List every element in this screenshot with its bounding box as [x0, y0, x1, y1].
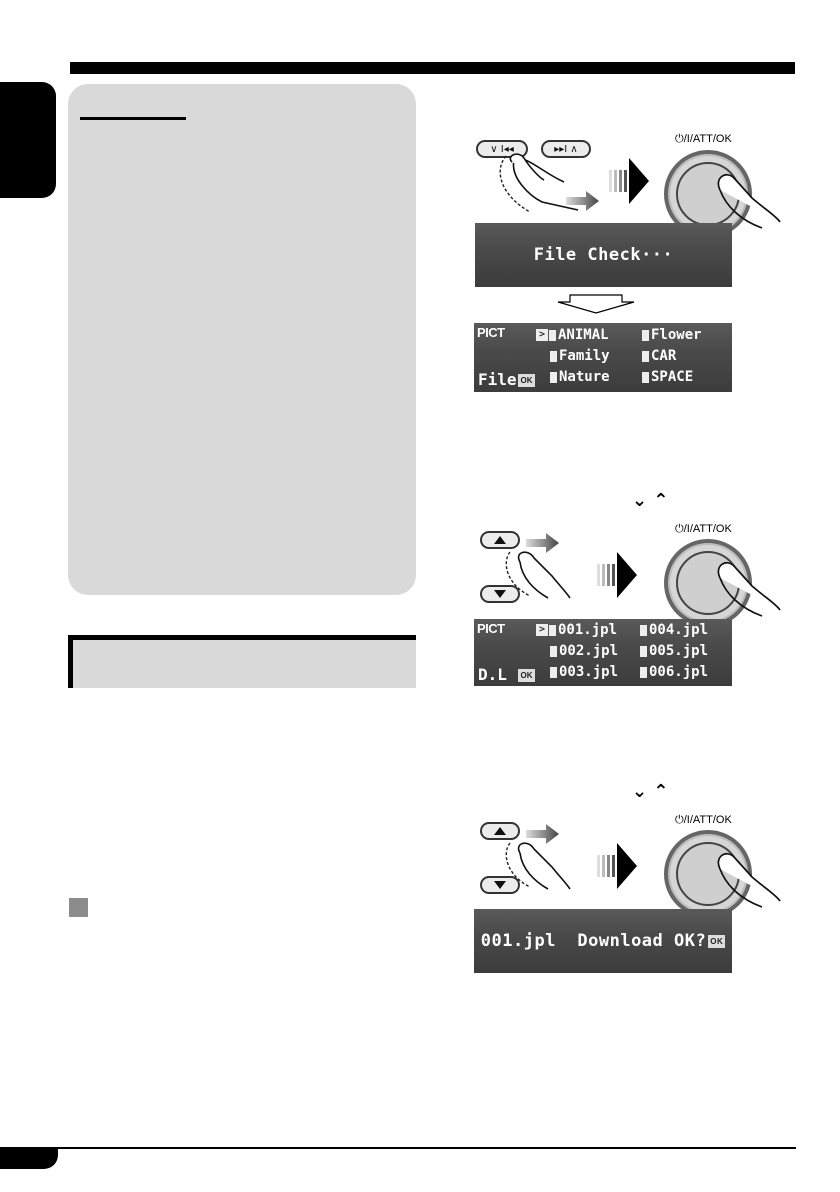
file-item[interactable]: 002.jpl [550, 643, 618, 659]
folder-item[interactable]: > ANIMAL [536, 327, 609, 343]
down-arrow-icon [556, 294, 636, 314]
folder-icon [642, 372, 649, 383]
picture-file-icon [549, 625, 556, 636]
folder-item[interactable]: Family [550, 348, 610, 364]
bottom-rule [0, 1147, 796, 1149]
download-mode-label: D.L [478, 665, 507, 684]
folder-item[interactable]: Flower [642, 327, 702, 343]
cursor-icon: > [536, 624, 548, 636]
lcd-file-check: File Check··· [475, 223, 732, 287]
finger-icon [712, 847, 782, 911]
language-side-tab [0, 82, 56, 198]
file-item[interactable]: 006.jpl [640, 664, 708, 680]
file-item[interactable]: 004.jpl [640, 622, 708, 638]
down-up-chevrons: ⌄ ⌃ [632, 490, 669, 511]
up-button[interactable] [480, 531, 520, 549]
lcd-folder-list [474, 323, 732, 392]
down-up-chevrons: ⌄ ⌃ [632, 781, 669, 802]
folder-icon [642, 351, 649, 362]
file-mode-label: File [478, 370, 517, 389]
knob-label: ⏻/I/ATT/OK [675, 814, 732, 826]
pict-tag: PICT [477, 325, 505, 340]
small-arrow-icon [566, 190, 600, 212]
folder-item[interactable]: SPACE [642, 369, 693, 385]
big-arrow-icon [609, 158, 649, 204]
file-item[interactable]: > 001.jpl [536, 622, 617, 638]
file-item[interactable]: 005.jpl [640, 643, 708, 659]
pict-tag: PICT [477, 621, 505, 636]
up-triangle-icon [494, 536, 506, 544]
finger-icon [500, 548, 580, 600]
finger-icon [500, 839, 580, 891]
bullet-square [69, 898, 88, 917]
folder-icon [550, 372, 557, 383]
ok-badge: OK [710, 936, 724, 946]
folder-item[interactable]: Nature [550, 369, 610, 385]
ok-badge: OK [518, 374, 535, 387]
folder-icon [550, 351, 557, 362]
folder-item[interactable]: CAR [642, 348, 676, 364]
picture-file-icon [550, 667, 557, 678]
note-box [68, 84, 416, 595]
picture-file-icon [550, 646, 557, 657]
top-rule [70, 62, 795, 74]
up-button[interactable] [480, 822, 520, 840]
page-number-tab [0, 1147, 58, 1169]
finger-icon [712, 556, 782, 620]
lcd-download-confirm [474, 909, 732, 973]
knob-label: ⏻/I/ATT/OK [675, 523, 732, 535]
big-arrow-icon [597, 552, 637, 598]
down-skip-button[interactable]: ∨ I◂◂ [476, 140, 528, 158]
knob-label: ⏻/I/ATT/OK [675, 133, 732, 145]
picture-file-icon [640, 667, 647, 678]
ok-badge: OK [518, 669, 535, 682]
cursor-icon: > [536, 329, 548, 341]
folder-icon [549, 330, 556, 341]
download-message: 001.jpl Download OK? [480, 931, 707, 951]
up-triangle-icon [494, 827, 506, 835]
big-arrow-icon [597, 843, 637, 889]
section-heading-box [68, 635, 416, 688]
picture-file-icon [640, 625, 647, 636]
file-item[interactable]: 003.jpl [550, 664, 618, 680]
up-skip-button[interactable]: ▸▸I ∧ [541, 140, 591, 158]
note-title-underline [80, 117, 186, 120]
picture-file-icon [640, 646, 647, 657]
folder-icon [642, 330, 649, 341]
lcd-file-list [474, 619, 732, 686]
